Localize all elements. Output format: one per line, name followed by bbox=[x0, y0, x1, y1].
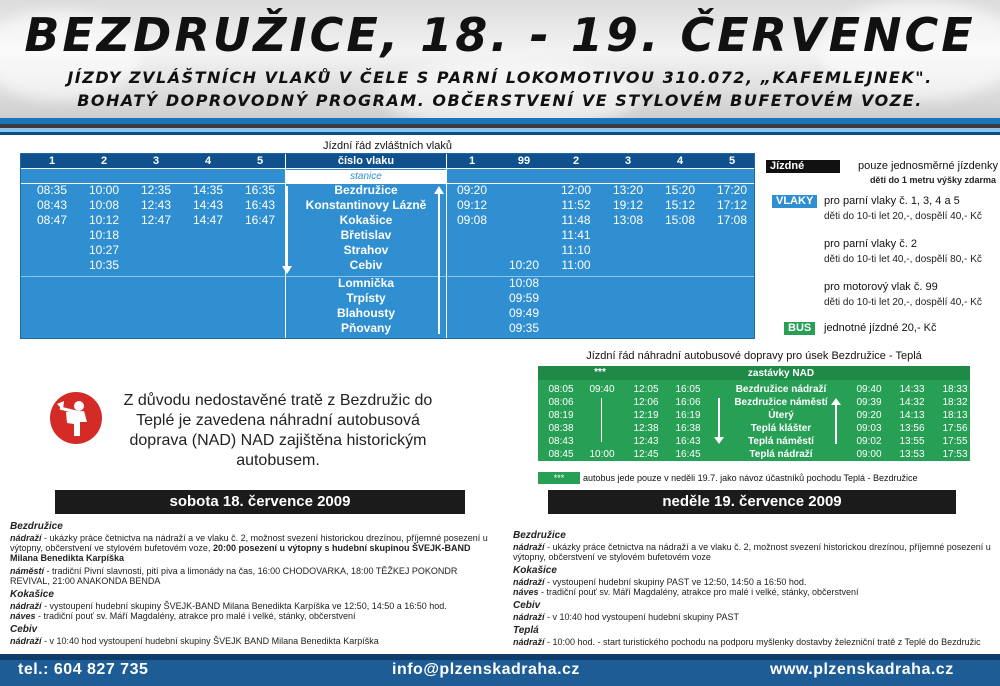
bus-time: 10:00 bbox=[589, 449, 615, 460]
departure-time: 09:12 bbox=[456, 198, 488, 212]
departure-time: 10:20 bbox=[508, 258, 540, 272]
departure-time: 11:41 bbox=[561, 228, 591, 242]
footer-email[interactable]: info@plzenskadraha.cz bbox=[392, 661, 580, 678]
bus-time: 18:13 bbox=[942, 410, 968, 421]
nad-info-text: Z důvodu nedostavěné tratě z Bezdružic do Teplé je zavedena náhradní autobusová doprava (NAD) NAD zajištěna historickým autobusem. bbox=[123, 392, 433, 469]
bus-time: 17:53 bbox=[942, 449, 968, 460]
program-line: nádraží - vystoupení hudební skupiny ŠVEJK-BAND Milana Benedikta Karpíška ve 12:50, 14:50 a 16:50 hod. bbox=[10, 601, 447, 611]
program-place: Cebiv bbox=[513, 600, 541, 611]
departure-time: 09:59 bbox=[508, 291, 540, 305]
bus-time: 08:06 bbox=[548, 397, 574, 408]
train-number-cell: 2 bbox=[572, 155, 580, 167]
departure-time: 19:12 bbox=[612, 198, 644, 212]
sunday-program bbox=[513, 527, 993, 647]
departure-time: 14:35 bbox=[192, 183, 224, 197]
departure-time: 09:49 bbox=[508, 306, 540, 320]
train-number-cell: 3 bbox=[152, 155, 160, 167]
train-number-header: číslo vlaku bbox=[337, 155, 395, 167]
bus-time: 08:38 bbox=[548, 423, 574, 434]
bus-time: 18:32 bbox=[942, 397, 968, 408]
footer-bar bbox=[0, 654, 1000, 686]
bus-time: 13:53 bbox=[899, 449, 925, 460]
footnote-mark: *** bbox=[538, 472, 580, 484]
bus-time: 16:45 bbox=[675, 449, 701, 460]
bus-timetable bbox=[538, 366, 970, 461]
fare-subtext: děti do 10-ti let 40,-, dospělí 80,- Kč bbox=[824, 254, 982, 265]
station-name: Blahousty bbox=[336, 306, 395, 320]
timetable-title: Jízdní řád zvláštních vlaků bbox=[322, 140, 452, 152]
bus-time: 12:19 bbox=[633, 410, 659, 421]
poster-title: BEZDRUŽICE, 18. - 19. ČERVENCE bbox=[24, 8, 976, 62]
nad-header-mark: *** bbox=[594, 367, 606, 378]
train-number-cell: 3 bbox=[624, 155, 632, 167]
footer-website[interactable]: www.plzenskadraha.cz bbox=[770, 661, 954, 678]
departure-time: 14:43 bbox=[192, 198, 224, 212]
bus-time: 09:20 bbox=[856, 410, 882, 421]
bus-time: 16:38 bbox=[675, 423, 701, 434]
bus-stop-name: Teplá klášter bbox=[750, 423, 812, 434]
bus-stop-name: Bezdružice nádraží bbox=[735, 384, 827, 395]
departure-time: 16:43 bbox=[244, 198, 276, 212]
departure-time: 10:18 bbox=[88, 228, 120, 242]
station-name: Bezdružice bbox=[334, 183, 398, 197]
timetable-divider bbox=[446, 154, 447, 338]
bus-time: 16:43 bbox=[675, 436, 701, 447]
program-place: Teplá bbox=[513, 625, 539, 636]
bus-time: 16:06 bbox=[675, 397, 701, 408]
program-line: náves - tradiční pouť sv. Máří Magdalény, atrakce pro malé i velké, stánky, občerstvení bbox=[10, 611, 356, 621]
departure-time: 12:47 bbox=[140, 213, 172, 227]
fare-text: pro parní vlaky č. 1, 3, 4 a 5 bbox=[824, 195, 960, 207]
departure-time: 17:08 bbox=[716, 213, 748, 227]
bus-time: 09:40 bbox=[589, 384, 615, 395]
station-name: Cebiv bbox=[349, 258, 383, 272]
bus-stop-name: Úterý bbox=[768, 410, 794, 421]
departure-time: 10:08 bbox=[88, 198, 120, 212]
fare-text: pro parní vlaky č. 2 bbox=[824, 238, 917, 250]
departure-time: 09:20 bbox=[456, 183, 488, 197]
footnote-text: autobus jede pouze v neděli 19.7. jako návoz účastníků pochodu Teplá - Bezdružice bbox=[583, 473, 918, 483]
header-banner bbox=[0, 0, 1000, 118]
bus-time: 16:19 bbox=[675, 410, 701, 421]
program-line: náměstí - tradiční Pivní slavnosti, pití piva a limonády na čas, 16:00 CHODOVARKA, 18:00 TĚŽKEJ POKONDR REVIVAL, 21:00 ANAKONDA BENDA bbox=[10, 566, 458, 586]
bus-time: 12:43 bbox=[633, 436, 659, 447]
train-number-cell: 5 bbox=[256, 155, 264, 167]
bus-time: 08:19 bbox=[548, 410, 574, 421]
bus-time: 12:05 bbox=[633, 384, 659, 395]
bus-time: 09:40 bbox=[856, 384, 882, 395]
train-timetable bbox=[20, 153, 755, 339]
railway-worker-logo-icon bbox=[50, 392, 102, 444]
bus-time: 09:00 bbox=[856, 449, 882, 460]
footer-phone: tel.: 604 827 735 bbox=[18, 661, 149, 678]
station-name: Trpísty bbox=[346, 291, 386, 305]
fare-tag-jizdne: Jízdné bbox=[766, 160, 840, 173]
bus-time: 13:55 bbox=[899, 436, 925, 447]
program-line: nádraží - ukázky práce četnictva na nádraží a ve vlaku č. 2, možnost svezení historickou drezínou, příjemné posezení u výtopny, občerstvení ve stylovém bufetovém voze, 20:00 posezení u výtopny s hudební skupinou ŠVEJK-BAND Milana Benedikta Karpíška bbox=[10, 533, 488, 563]
bus-time: 14:32 bbox=[899, 397, 925, 408]
departure-time: 13:08 bbox=[612, 213, 644, 227]
fare-text: pro motorový vlak č. 99 bbox=[824, 281, 938, 293]
train-number-cell: 5 bbox=[728, 155, 736, 167]
station-name: Lomnička bbox=[337, 276, 394, 290]
bus-time: 14:13 bbox=[899, 410, 925, 421]
program-line: nádraží - v 10:40 hod vystoupení hudební skupiny PAST bbox=[513, 612, 739, 622]
bus-stop-name: Bezdružice náměstí bbox=[734, 397, 828, 408]
departure-time: 16:35 bbox=[244, 183, 276, 197]
bus-stop-name: Teplá nádraží bbox=[749, 449, 813, 460]
nad-connector-line bbox=[601, 398, 602, 442]
footer-stripe bbox=[0, 654, 1000, 660]
departure-time: 17:20 bbox=[716, 183, 748, 197]
program-line: nádraží - ukázky práce četnictva na nádraží a ve vlaku č. 2, možnost svezení historickou drezínou, příjemné posezení u výtopny, občerstvení ve stylovém bufetovém voze bbox=[513, 542, 991, 562]
nad-footnote bbox=[538, 472, 918, 484]
bus-time: 09:03 bbox=[856, 423, 882, 434]
saturday-header: sobota 18. července 2009 bbox=[55, 490, 465, 514]
departure-time: 10:08 bbox=[508, 276, 540, 290]
departure-time: 12:35 bbox=[140, 183, 172, 197]
stations-header: stanice bbox=[286, 170, 446, 183]
bus-time: 17:55 bbox=[942, 436, 968, 447]
departure-time: 13:20 bbox=[612, 183, 644, 197]
train-number-cell: 4 bbox=[204, 155, 212, 167]
bus-time: 08:45 bbox=[548, 449, 574, 460]
departure-time: 10:27 bbox=[88, 243, 120, 257]
station-name: Strahov bbox=[343, 243, 389, 257]
train-number-cell: 99 bbox=[517, 155, 531, 167]
fare-tag-bus: BUS bbox=[784, 322, 815, 335]
departure-time: 11:10 bbox=[561, 243, 591, 257]
departure-time: 08:43 bbox=[36, 198, 68, 212]
bus-time: 08:05 bbox=[548, 384, 574, 395]
fare-subtext: děti do 1 metru výšky zdarma bbox=[869, 175, 996, 185]
departure-time: 11:00 bbox=[561, 258, 591, 272]
departure-time: 08:47 bbox=[36, 213, 68, 227]
departure-time: 14:47 bbox=[192, 213, 224, 227]
station-name: Kokašice bbox=[339, 213, 393, 227]
departure-time: 15:08 bbox=[664, 213, 696, 227]
bus-time: 12:06 bbox=[633, 397, 659, 408]
bus-time: 08:43 bbox=[548, 436, 574, 447]
departure-time: 10:12 bbox=[88, 213, 120, 227]
station-name: Konstantinovy Lázně bbox=[305, 198, 427, 212]
departure-time: 15:20 bbox=[664, 183, 696, 197]
saturday-program bbox=[10, 518, 490, 646]
bus-time: 16:05 bbox=[675, 384, 701, 395]
bus-time: 12:45 bbox=[633, 449, 659, 460]
fare-text: jednotné jízdné 20,- Kč bbox=[824, 322, 937, 334]
departure-time: 09:08 bbox=[456, 213, 488, 227]
divider-stripe bbox=[0, 132, 1000, 135]
bus-time: 17:56 bbox=[942, 423, 968, 434]
departure-time: 08:35 bbox=[36, 183, 68, 197]
departure-time: 10:00 bbox=[88, 183, 120, 197]
poster-subtitle-1: JÍZDY ZVLÁŠTNÍCH VLAKŮ V ČELE S PARNÍ LOKOMOTIVOU 310.072, „KAFEMLEJNEK". bbox=[67, 68, 933, 87]
departure-time: 11:48 bbox=[561, 213, 591, 227]
fare-tag-vlaky: VLAKY bbox=[772, 195, 817, 208]
poster-subtitle-2: BOHATÝ DOPROVODNÝ PROGRAM. OBČERSTVENÍ VE STYLOVÉM BUFETOVÉM VOZE. bbox=[77, 91, 923, 110]
departure-time: 11:52 bbox=[561, 198, 591, 212]
station-name: Pňovany bbox=[340, 321, 391, 335]
train-number-cell: 2 bbox=[100, 155, 108, 167]
train-number-cell: 4 bbox=[676, 155, 684, 167]
fare-subtext: děti do 10-ti let 20,-, dospělí 40,- Kč bbox=[824, 211, 982, 222]
bus-time: 09:39 bbox=[856, 397, 882, 408]
fare-text: pouze jednosměrné jízdenky bbox=[857, 160, 998, 172]
train-number-cell: 1 bbox=[468, 155, 476, 167]
station-name: Břetislav bbox=[340, 228, 392, 242]
nad-timetable-title: Jízdní řád náhradní autobusové dopravy pro úsek Bezdružice - Teplá bbox=[586, 350, 922, 362]
train-number-cell: 1 bbox=[48, 155, 56, 167]
bus-time: 18:33 bbox=[942, 384, 968, 395]
program-line: nádraží - vystoupení hudební skupiny PAST ve 12:50, 14:50 a 16:50 hod. bbox=[513, 577, 807, 587]
nad-header-stops: zastávky NAD bbox=[747, 368, 815, 379]
sunday-header: neděle 19. července 2009 bbox=[548, 490, 956, 514]
bus-stop-name: Teplá náměstí bbox=[748, 436, 814, 447]
bus-time: 12:38 bbox=[633, 423, 659, 434]
departure-time: 12:43 bbox=[140, 198, 172, 212]
program-line: nádraží - 10:00 hod. - start turistického pochodu na podporu myšlenky dostavby železniční tratě z Teplé do Bezdružic bbox=[513, 637, 981, 647]
departure-time: 10:35 bbox=[88, 258, 120, 272]
departure-time: 17:12 bbox=[716, 198, 748, 212]
program-line: náves - tradiční pouť sv. Máří Magdalény, atrakce pro malé i velké, stánky, občerstvení bbox=[513, 587, 859, 597]
departure-time: 15:12 bbox=[664, 198, 696, 212]
fare-subtext: děti do 10-ti let 20,-, dospělí 40,- Kč bbox=[824, 297, 982, 308]
program-place: Kokašice bbox=[10, 589, 54, 600]
bus-time: 09:02 bbox=[856, 436, 882, 447]
program-place: Bezdružice bbox=[513, 530, 566, 541]
program-place: Kokašice bbox=[513, 565, 557, 576]
program-place: Bezdružice bbox=[10, 521, 63, 532]
departure-time: 12:00 bbox=[560, 183, 592, 197]
departure-time: 09:35 bbox=[508, 321, 540, 335]
program-place: Cebiv bbox=[10, 624, 38, 635]
program-line: nádraží - v 10:40 hod vystoupení hudební skupiny ŠVEJK BAND Milana Benedikta Karpíška bbox=[10, 636, 379, 646]
departure-time: 16:47 bbox=[244, 213, 276, 227]
bus-time: 13:56 bbox=[899, 423, 925, 434]
bus-time: 14:33 bbox=[899, 384, 925, 395]
